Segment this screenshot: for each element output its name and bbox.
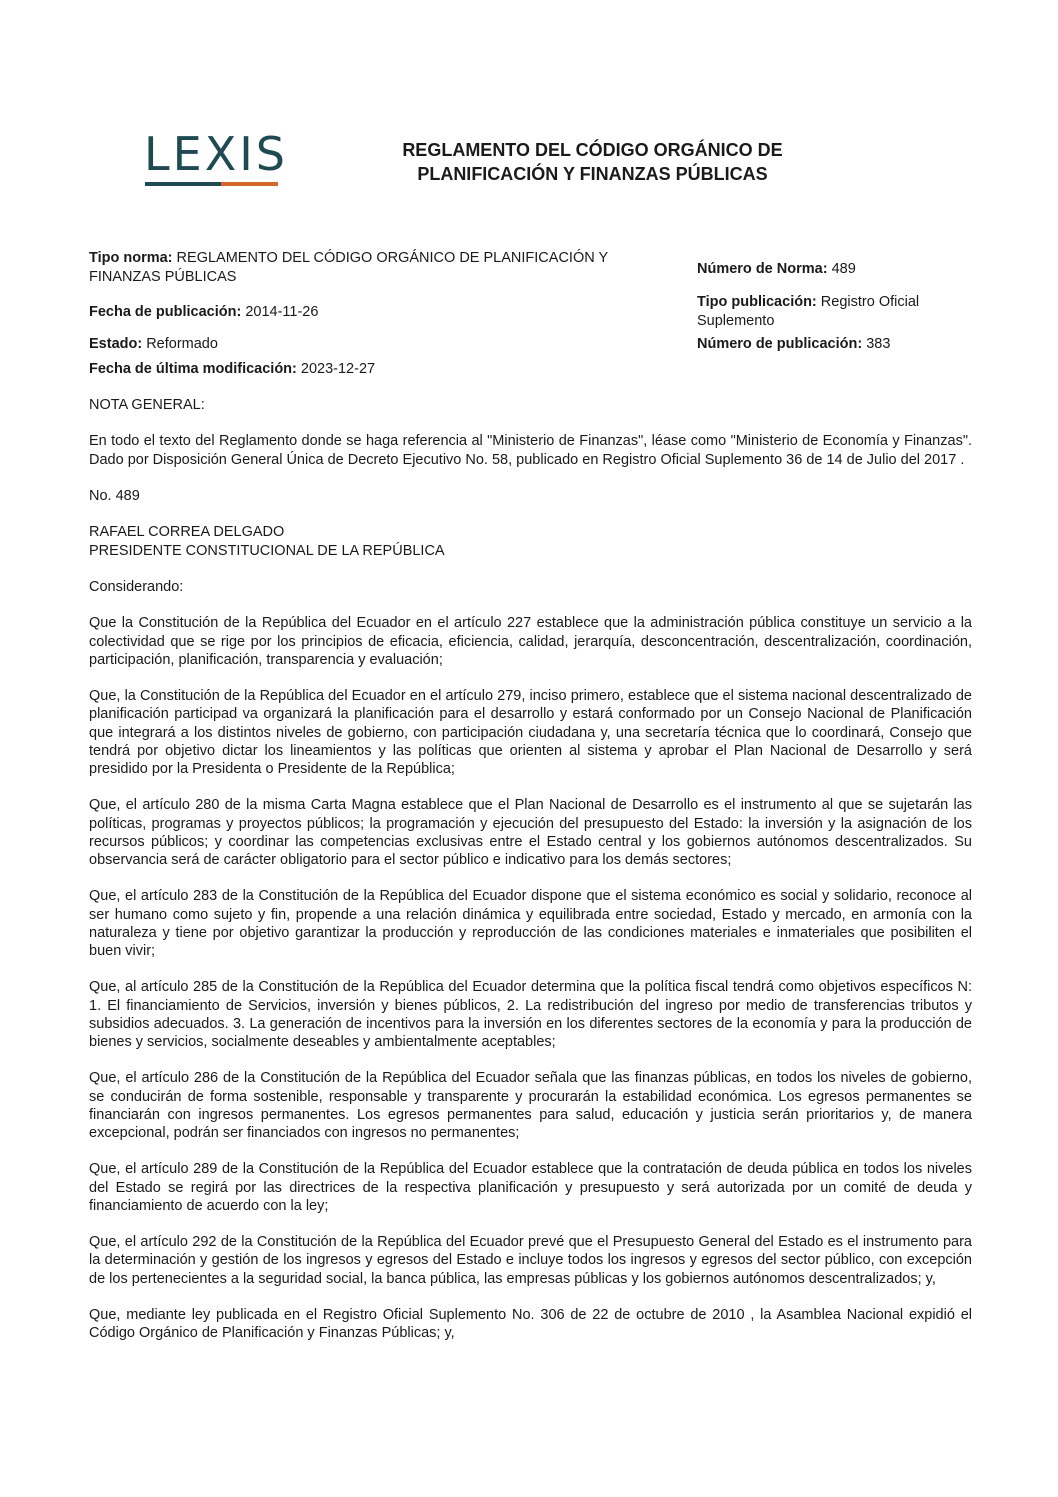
fecha-publicacion-value: 2014-11-26 (245, 304, 319, 320)
fecha-modificacion-value: 2023-12-27 (300, 361, 376, 377)
tipo-norma-label: Tipo norma: (89, 250, 173, 266)
considerando-paragraph: Que, el artículo 292 de la Constitución de la República del Ecuador prevé que el Presupuesto General del Estado es el instrumento para la determinación y gestión de los ingresos y egresos del Estado e incluye todos los ingresos y egresos del sector público, con excepción de los pertenecientes a la seguridad social, la banca pública, las empresas públicas y los gobiernos autónomos descentralizados; y, (89, 1234, 972, 1287)
considerando-paragraph: Que, la Constitución de la República del Ecuador en el artículo 279, inciso primero, establece que el sistema nacional descentralizado de planificación participad va organizará la planificación para el desarrollo y estará conformado por un Consejo Nacional de Planificación que integrará a los distintos niveles de gobierno, con participación ciudadana y, una secretaría técnica que lo coordinará, Consejo que tendrá por objetivo dictar los lineamientos y las políticas que orienten al sistema y aprobar el Plan Nacional de Desarrollo y será presidido por la Presidenta o Presidente de la República; (89, 688, 972, 777)
considerando-paragraph: Que, el artículo 280 de la misma Carta Magna establece que el Plan Nacional de Desarrollo es el instrumento al que se sujetarán las políticas, programas y proyectos públicos; la programación y ejecución del presupuesto del Estado: la inversión y la asignación de los recursos públicos; y coordinar las competencias exclusivas entre el Estado central y los gobiernos autónomos descentralizados. Su observancia será de carácter obligatorio para el sector público e indicativo para los demás sectores; (89, 797, 972, 868)
nota-general-text: En todo el texto del Reglamento donde se haga referencia al "Ministerio de Finanzas", léase como "Ministerio de Economía y Finanzas". Dado por Disposición General Única de Decreto Ejecutivo No. 58, publicado en Registro Oficial Suplemento 36 de 14 de Julio del 2017 . (89, 433, 972, 468)
title-line-2: PLANIFICACIÓN Y FINANZAS PÚBLICAS (417, 164, 768, 184)
numero-norma-label: Número de Norma: (697, 261, 828, 277)
considerando-paragraph: Que, al artículo 285 de la Constitución de la República del Ecuador determina que la política fiscal tendrá como objetivos específicos N: 1. El financiamiento de Servicios, inversión y bienes públicos, 2. La redistribución del ingreso por medio de transferencias tributos y subsidios adecuados. 3. La generación de incentivos para la inversión en los diferentes sectores de la economía y para la producción de bienes y servicios, socialmente deseables y ambientalmente aceptables; (89, 979, 972, 1050)
nota-general-heading: NOTA GENERAL: (89, 397, 205, 413)
tipo-publicacion-value: Registro Oficial Suplemento (697, 294, 920, 329)
lexis-logo (144, 127, 288, 190)
decree-number: No. 489 (89, 487, 140, 504)
estado-label: Estado: (89, 336, 143, 352)
tipo-publicacion-label: Tipo publicación: (697, 294, 817, 310)
meta-tipo-publicacion (697, 293, 957, 331)
logo-underline-teal (145, 182, 221, 186)
meta-fecha-publicacion (89, 303, 318, 322)
considerando-paragraph: Que, el artículo 289 de la Constitución de la República del Ecuador establece que la contratación de deuda pública en todos los niveles del Estado se regirá por las directrices de la respectiva planificación y presupuesto y será autorizada por un comité de deuda y financiamiento de acuerdo con la ley; (89, 1161, 972, 1214)
document-body (89, 396, 972, 1361)
signatory (89, 523, 972, 559)
logo-text: LEXIS (144, 127, 288, 181)
numero-norma-value: 489 (831, 261, 856, 277)
signatory-name: RAFAEL CORREA DELGADO (89, 524, 285, 541)
fecha-modificacion-label: Fecha de última modificación: (89, 361, 297, 377)
meta-numero-norma (697, 260, 856, 279)
meta-fecha-modificacion (89, 360, 375, 379)
fecha-publicacion-label: Fecha de publicación: (89, 304, 242, 320)
estado-value: Reformado (146, 336, 218, 352)
meta-estado (89, 335, 218, 354)
title-line-1: REGLAMENTO DEL CÓDIGO ORGÁNICO DE (402, 140, 783, 160)
considerando-paragraph: Que, mediante ley publicada en el Registro Oficial Suplemento No. 306 de 22 de octubre de 2010 , la Asamblea Nacional expidió el Código Orgánico de Planificación y Finanzas Públicas; y, (89, 1306, 972, 1342)
considerando-paragraph: Que, el artículo 286 de la Constitución de la República del Ecuador señala que las finanzas públicas, en todos los niveles de gobierno, se conducirán de forma sostenible, responsable y transparente y procurarán la estabilidad económica. Los egresos permanentes se financiarán con ingresos permanentes. Los egresos permanentes para salud, educación y justicia serán prioritarios y, de manera excepcional, podrán ser financiados con ingresos no permanentes; (89, 1070, 972, 1141)
meta-numero-publicacion (697, 335, 890, 354)
meta-tipo-norma (89, 249, 679, 287)
numero-publicacion-label: Número de publicación: (697, 336, 863, 352)
logo-underline-orange (221, 182, 278, 186)
considerando-paragraph: Que, el artículo 283 de la Constitución de la República del Ecuador dispone que el sistema económico es social y solidario, reconoce al ser humano como sujeto y fin, propende a una relación dinámica y equilibrada entre sociedad, Estado y mercado, en armonía con la naturaleza y tiene por objetivo garantizar la producción y reproducción de las condiciones materiales e inmateriales que posibiliten el buen vivir; (89, 888, 972, 959)
considerando-heading: Considerando: (89, 578, 184, 595)
signatory-title: PRESIDENTE CONSTITUCIONAL DE LA REPÚBLICA (89, 542, 445, 559)
document-title (340, 138, 845, 186)
considerando-paragraph: Que la Constitución de la República del Ecuador en el artículo 227 establece que la administración pública constituye un servicio a la colectividad que se rige por los principios de eficacia, eficiencia, calidad, jerarquía, desconcentración, descentralización, coordinación, participación, planificación, transparencia y evaluación; (89, 615, 972, 668)
numero-publicacion-value: 383 (866, 336, 891, 352)
tipo-norma-value: REGLAMENTO DEL CÓDIGO ORGÁNICO DE PLANIFICACIÓN Y FINANZAS PÚBLICAS (89, 250, 608, 285)
